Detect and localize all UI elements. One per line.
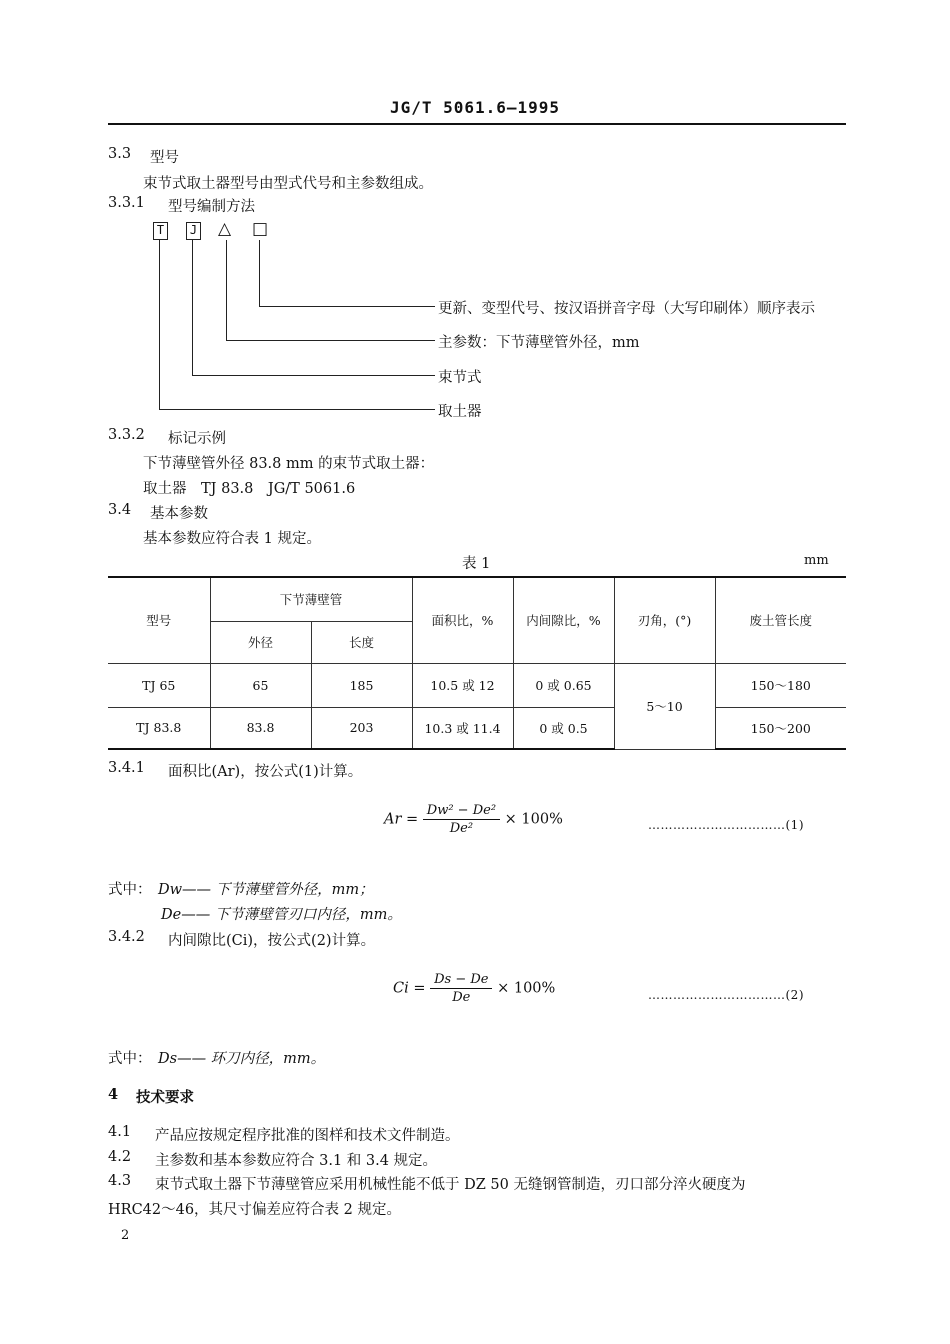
th-length: 长度: [311, 621, 412, 663]
section-3-4-2-text: 内间隙比(Ci)，按公式(2)计算。: [168, 933, 376, 949]
section-3-3-2-title: 标记示例: [168, 431, 226, 447]
code-square-icon: □: [252, 219, 269, 239]
where-1-line2: De—— 下节薄壁管刃口内径，mm。: [161, 907, 402, 923]
cell-area-ratio: 10.5 或 12: [412, 663, 513, 707]
section-4-title: 技术要求: [136, 1089, 194, 1106]
section-3-3-2-number: 3.3.2: [108, 427, 145, 443]
section-4-number: 4: [108, 1086, 119, 1103]
stem-square: [259, 240, 260, 307]
cell-edge-angle: 5～10: [614, 663, 715, 749]
section-4-3-number: 4.3: [108, 1173, 132, 1189]
th-waste-length: 废土管长度: [715, 577, 846, 663]
section-3-4-text: 基本参数应符合表 1 规定。: [143, 531, 321, 547]
code-label-type: 束节式: [438, 370, 482, 386]
cell-inner-gap: 0 或 0.5: [513, 707, 614, 749]
section-3-4-1-number: 3.4.1: [108, 760, 145, 776]
stem-triangle: [226, 240, 227, 341]
th-lower-tube: 下节薄壁管: [210, 577, 412, 621]
th-edge-angle: 刃角，(°): [614, 577, 715, 663]
table-row: [108, 707, 846, 749]
th-outer-diameter: 外径: [210, 621, 311, 663]
cell-waste-length: 150～180: [715, 663, 846, 707]
cell-length: 185: [311, 663, 412, 707]
formula-1-lhs: Ar =: [384, 811, 419, 828]
formula-2-tag: ……………………………(2): [648, 988, 804, 1002]
where-1-line1: Dw—— 下节薄壁管外径，mm；: [158, 882, 374, 898]
marking-example-line1: 下节薄壁管外径 83.8 mm 的束节式取土器：: [143, 456, 435, 472]
leader-t: [159, 409, 435, 410]
formula-2-denominator: De: [452, 990, 471, 1005]
section-3-4-number: 3.4: [108, 502, 132, 518]
table1-caption: 表 1: [462, 556, 491, 572]
page-number: 2: [121, 1228, 130, 1243]
section-3-4-title: 基本参数: [150, 506, 208, 522]
code-char-t: T: [153, 222, 168, 240]
section-3-3-number: 3.3: [108, 146, 132, 162]
section-4-1-number: 4.1: [108, 1124, 132, 1140]
cell-area-ratio: 10.3 或 11.4: [412, 707, 513, 749]
where-1-lead: 式中：: [108, 882, 152, 898]
code-label-main-param: 主参数：下节薄壁管外径，mm: [438, 335, 640, 351]
section-3-3-1-number: 3.3.1: [108, 195, 145, 211]
section-4-2-number: 4.2: [108, 1149, 132, 1165]
section-3-3-title: 型号: [150, 150, 179, 166]
section-3-4-1-text: 面积比(Ar)，按公式(1)计算。: [168, 764, 363, 780]
cell-inner-gap: 0 或 0.65: [513, 663, 614, 707]
formula-2-tail: × 100%: [497, 980, 556, 997]
formula-2-fraction: [430, 972, 492, 1005]
leader-square: [259, 306, 435, 307]
section-3-3-text: 束节式取土器型号由型式代号和主参数组成。: [143, 176, 433, 192]
header-rule: [108, 123, 846, 125]
table1: [108, 576, 846, 750]
formula-2: [393, 972, 555, 1005]
formula-1-numerator: Dw² − De²: [423, 803, 500, 820]
formula-1-tag: ……………………………(1): [648, 818, 804, 832]
formula-1-tail: × 100%: [504, 811, 563, 828]
page-header: JG/T 5061.6—1995: [389, 98, 561, 117]
formula-2-lhs: Ci =: [393, 980, 426, 997]
stem-j: [192, 240, 193, 376]
marking-example-line2: 取土器 TJ 83.8 JG/T 5061.6: [143, 481, 356, 497]
section-4-2-text: 主参数和基本参数应符合 3.1 和 3.4 规定。: [155, 1153, 438, 1169]
formula-2-numerator: Ds − De: [430, 972, 492, 989]
code-label-variant: 更新、变型代号、按汉语拼音字母（大写印刷体）顺序表示: [438, 301, 815, 317]
where-2-line1: Ds—— 环刀内径，mm。: [158, 1051, 326, 1067]
cell-model: TJ 65: [108, 663, 210, 707]
section-4-1-text: 产品应按规定程序批准的图样和技术文件制造。: [155, 1128, 460, 1144]
leader-triangle: [226, 340, 435, 341]
cell-waste-length: 150～200: [715, 707, 846, 749]
code-char-j: J: [186, 222, 201, 240]
cell-outer: 65: [210, 663, 311, 707]
cell-length: 203: [311, 707, 412, 749]
section-3-4-2-number: 3.4.2: [108, 929, 145, 945]
section-3-3-1-title: 型号编制方法: [168, 199, 255, 215]
where-2-lead: 式中：: [108, 1051, 152, 1067]
th-model: 型号: [108, 577, 210, 663]
table-row: [108, 663, 846, 707]
section-4-3-line2: HRC42～46，其尺寸偏差应符合表 2 规定。: [108, 1202, 402, 1218]
th-inner-gap: 内间隙比，%: [513, 577, 614, 663]
table1-unit: mm: [804, 553, 829, 568]
formula-1: [384, 803, 563, 836]
stem-t: [159, 240, 160, 410]
cell-outer: 83.8: [210, 707, 311, 749]
code-triangle-icon: △: [218, 219, 232, 239]
formula-1-denominator: De²: [449, 821, 474, 836]
cell-model: TJ 83.8: [108, 707, 210, 749]
code-label-product: 取土器: [438, 404, 482, 420]
th-area-ratio: 面积比，%: [412, 577, 513, 663]
section-4-3-line1: 束节式取土器下节薄壁管应采用机械性能不低于 DZ 50 无缝钢管制造，刃口部分淬火硬度为: [155, 1177, 746, 1193]
leader-j: [192, 375, 435, 376]
formula-1-fraction: [423, 803, 500, 836]
